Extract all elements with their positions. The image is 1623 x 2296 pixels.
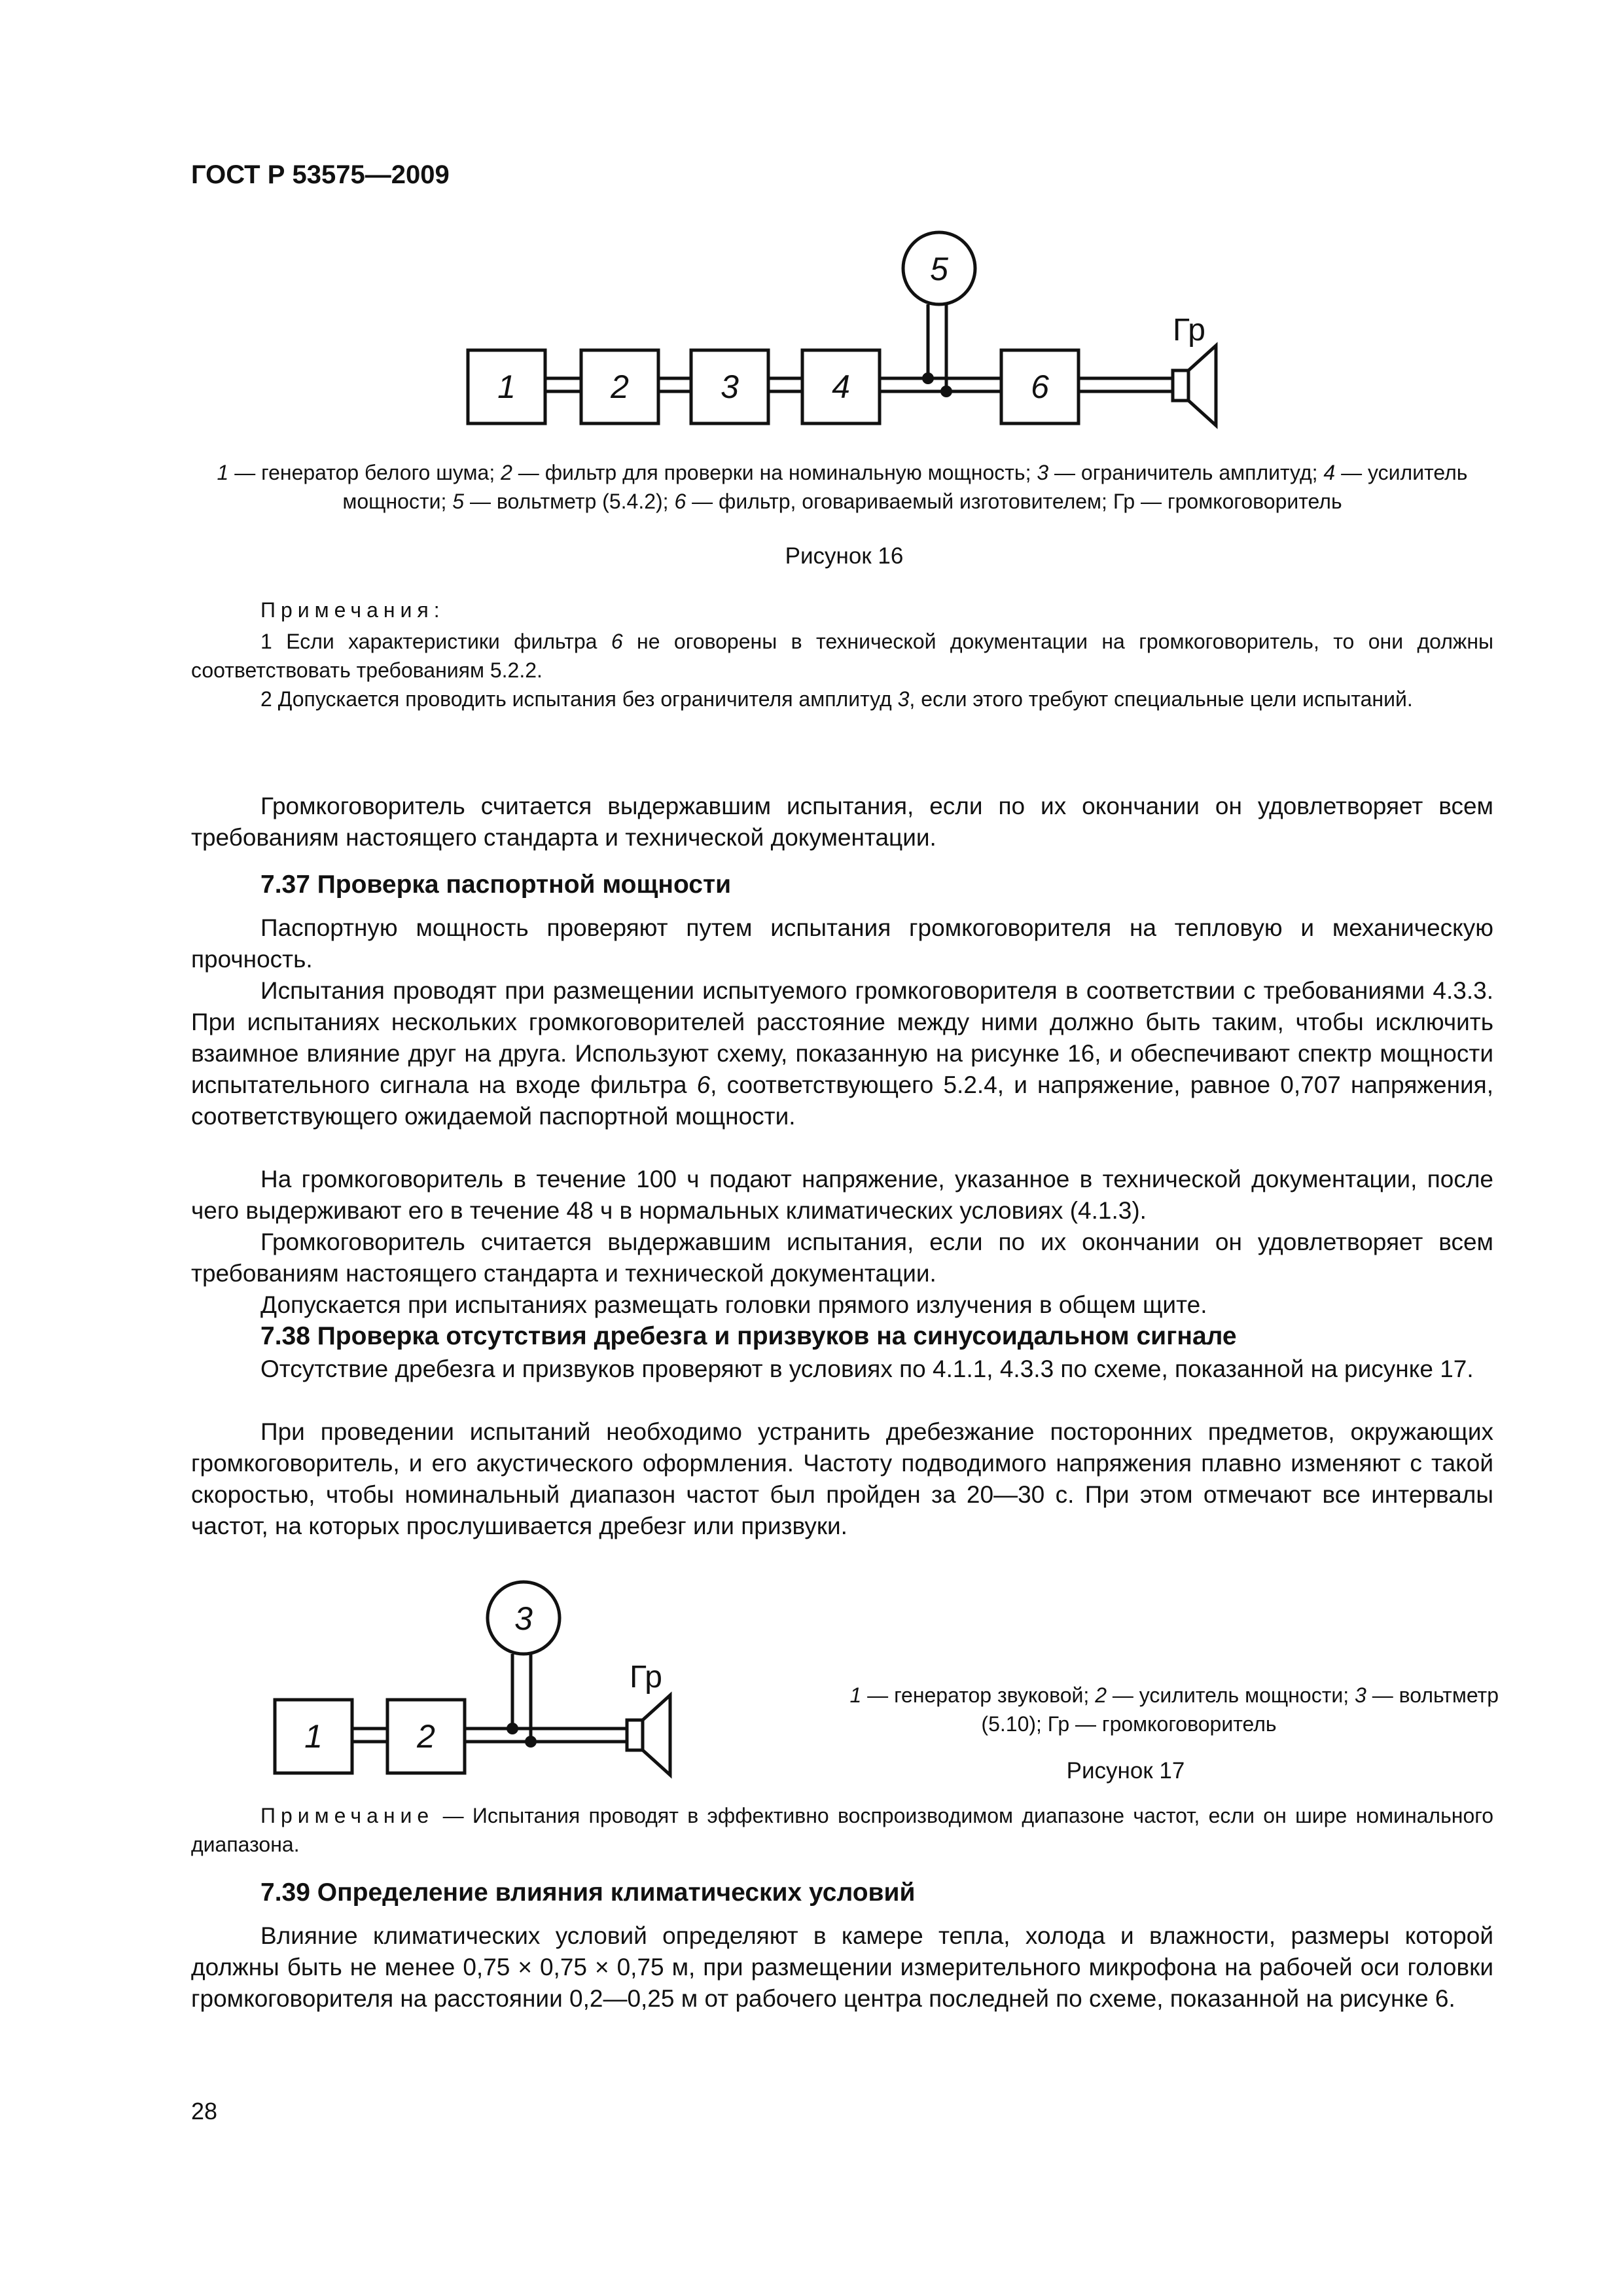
fig17-label-1: 1	[304, 1718, 323, 1755]
fig17-legend-line2: (5.10); Гр — громкоговоритель	[981, 1712, 1277, 1736]
fig17-label-2: 2	[417, 1718, 435, 1755]
paragraph: Громкоговоритель считается выдержавшим испытания, если по их окончании он удовлетворяет всем требованиям настоящего стандарта и технической документации.	[191, 1229, 1493, 1287]
notes16-item-2: 2 Допускается проводить испытания без ограничителя амплитуд 3, если этого требуют специальные цели испытаний.	[260, 687, 1413, 711]
notes16-item-1: 1 Если характеристики фильтра 6 не оговорены в технической документации на громкоговоритель, то они должны соответствовать требованиям 5.2.2.	[191, 630, 1494, 682]
section-heading-7-39: 7.39 Определение влияния климатических условий	[260, 1878, 916, 1907]
section-heading-7-37: 7.37 Проверка паспортной мощности	[260, 870, 732, 899]
fig17-speaker-cone	[643, 1695, 670, 1775]
fig16-label-6: 6	[1031, 368, 1049, 405]
fig17-speaker-label: Гр	[630, 1660, 662, 1695]
fig16-label-4: 4	[832, 368, 850, 405]
fig16-caption: Рисунок 16	[785, 543, 904, 569]
paragraph: Отсутствие дребезга и призвуков проверяют в условиях по 4.1.1, 4.3.3 по схеме, показанной на рисунке 17.	[260, 1355, 1474, 1382]
fig17-legend-line1: 1 — генератор звуковой; 2 — усилитель мощности; 3 — вольтметр	[849, 1683, 1499, 1707]
fig17-legend	[759, 1681, 1499, 1738]
paragraph: Паспортную мощность проверяют путем испытания громкоговорителя на тепловую и механическую прочность.	[191, 914, 1493, 973]
paragraph: Испытания проводят при размещении испытуемого громкоговорителя в соответствии с требованиями 4.3.3. При испытаниях нескольких громкоговорителей расстояние между ними должно быть таким, чтобы исключить взаимное влияние друг на друга. Используют схему, показанную на рисунке 16, и обеспечивают спектр мощности испытательного сигнала на входе фильтра 6, соответствующего 5.2.4, и напряжение, равное 0,707 напряжения, соответствующего ожидаемой паспортной мощности.	[191, 977, 1493, 1130]
paragraph: Допускается при испытаниях размещать головки прямого излучения в общем щите.	[260, 1291, 1207, 1318]
fig16-label-2: 2	[611, 368, 629, 405]
page-number: 28	[191, 2098, 218, 2125]
paragraph: При проведении испытаний необходимо устранить дребезжание посторонних предметов, окружающих громкоговоритель, и его акустического оформления. Частоту подводимого напряжения плавно изменяют с такой скоростью, чтобы номинальный диапазон частот был пройден за 20—30 с. При этом отмечают все интервалы частот, на которых прослушивается дребезг или призвуки.	[191, 1418, 1493, 1539]
paragraph: На громкоговоритель в течение 100 ч подают напряжение, указанное в технической документации, после чего выдерживают его в течение 48 ч в нормальных климатических условиях (4.1.3).	[191, 1166, 1493, 1224]
fig17-label-3: 3	[514, 1600, 533, 1637]
document-header: ГОСТ Р 53575—2009	[191, 160, 450, 189]
fig16-label-1: 1	[497, 368, 516, 405]
fig16-legend-line1: 1 — генератор белого шума; 2 — фильтр для проверки на номинальную мощность; 3 — ограничитель амплитуд; 4 — усилитель	[217, 461, 1468, 484]
paragraph: Громкоговоритель считается выдержавшим испытания, если по их окончании он удовлетворяет всем требованиям настоящего стандарта и технической документации.	[191, 793, 1493, 851]
fig16-speaker-label: Гр	[1173, 313, 1205, 348]
figure-17-diagram	[275, 1582, 670, 1775]
fig16-speaker-body	[1173, 370, 1188, 401]
paragraph: Влияние климатических условий определяют в камере тепла, холода и влажности, размеры которой должны быть не менее 0,75 × 0,75 × 0,75 м, при размещении измерительного микрофона на рабочей оси головки громкоговорителя на расстоянии 0,2—0,25 м от рабочего центра последней по схеме, показанной на рисунке 6.	[191, 1922, 1493, 2012]
fig17-caption: Рисунок 17	[1066, 1758, 1185, 1784]
fig16-legend-line2: мощности; 5 — вольтметр (5.4.2); 6 — фильтр, оговариваемый изготовителем; Гр — громкоговоритель	[342, 490, 1342, 513]
fig16-label-3: 3	[721, 368, 739, 405]
fig16-speaker-cone	[1188, 346, 1216, 425]
note17: Примечание — Испытания проводят в эффективно воспроизводимом диапазоне частот, если он шире номинального диапазона.	[191, 1804, 1493, 1856]
section-heading-7-38: 7.38 Проверка отсутствия дребезга и призвуков на синусоидальном сигнале	[260, 1322, 1237, 1350]
fig16-legend	[191, 458, 1493, 516]
fig17-speaker-body	[627, 1720, 643, 1750]
fig16-label-5: 5	[930, 251, 948, 287]
notes16-title: Примечания:	[260, 598, 445, 622]
